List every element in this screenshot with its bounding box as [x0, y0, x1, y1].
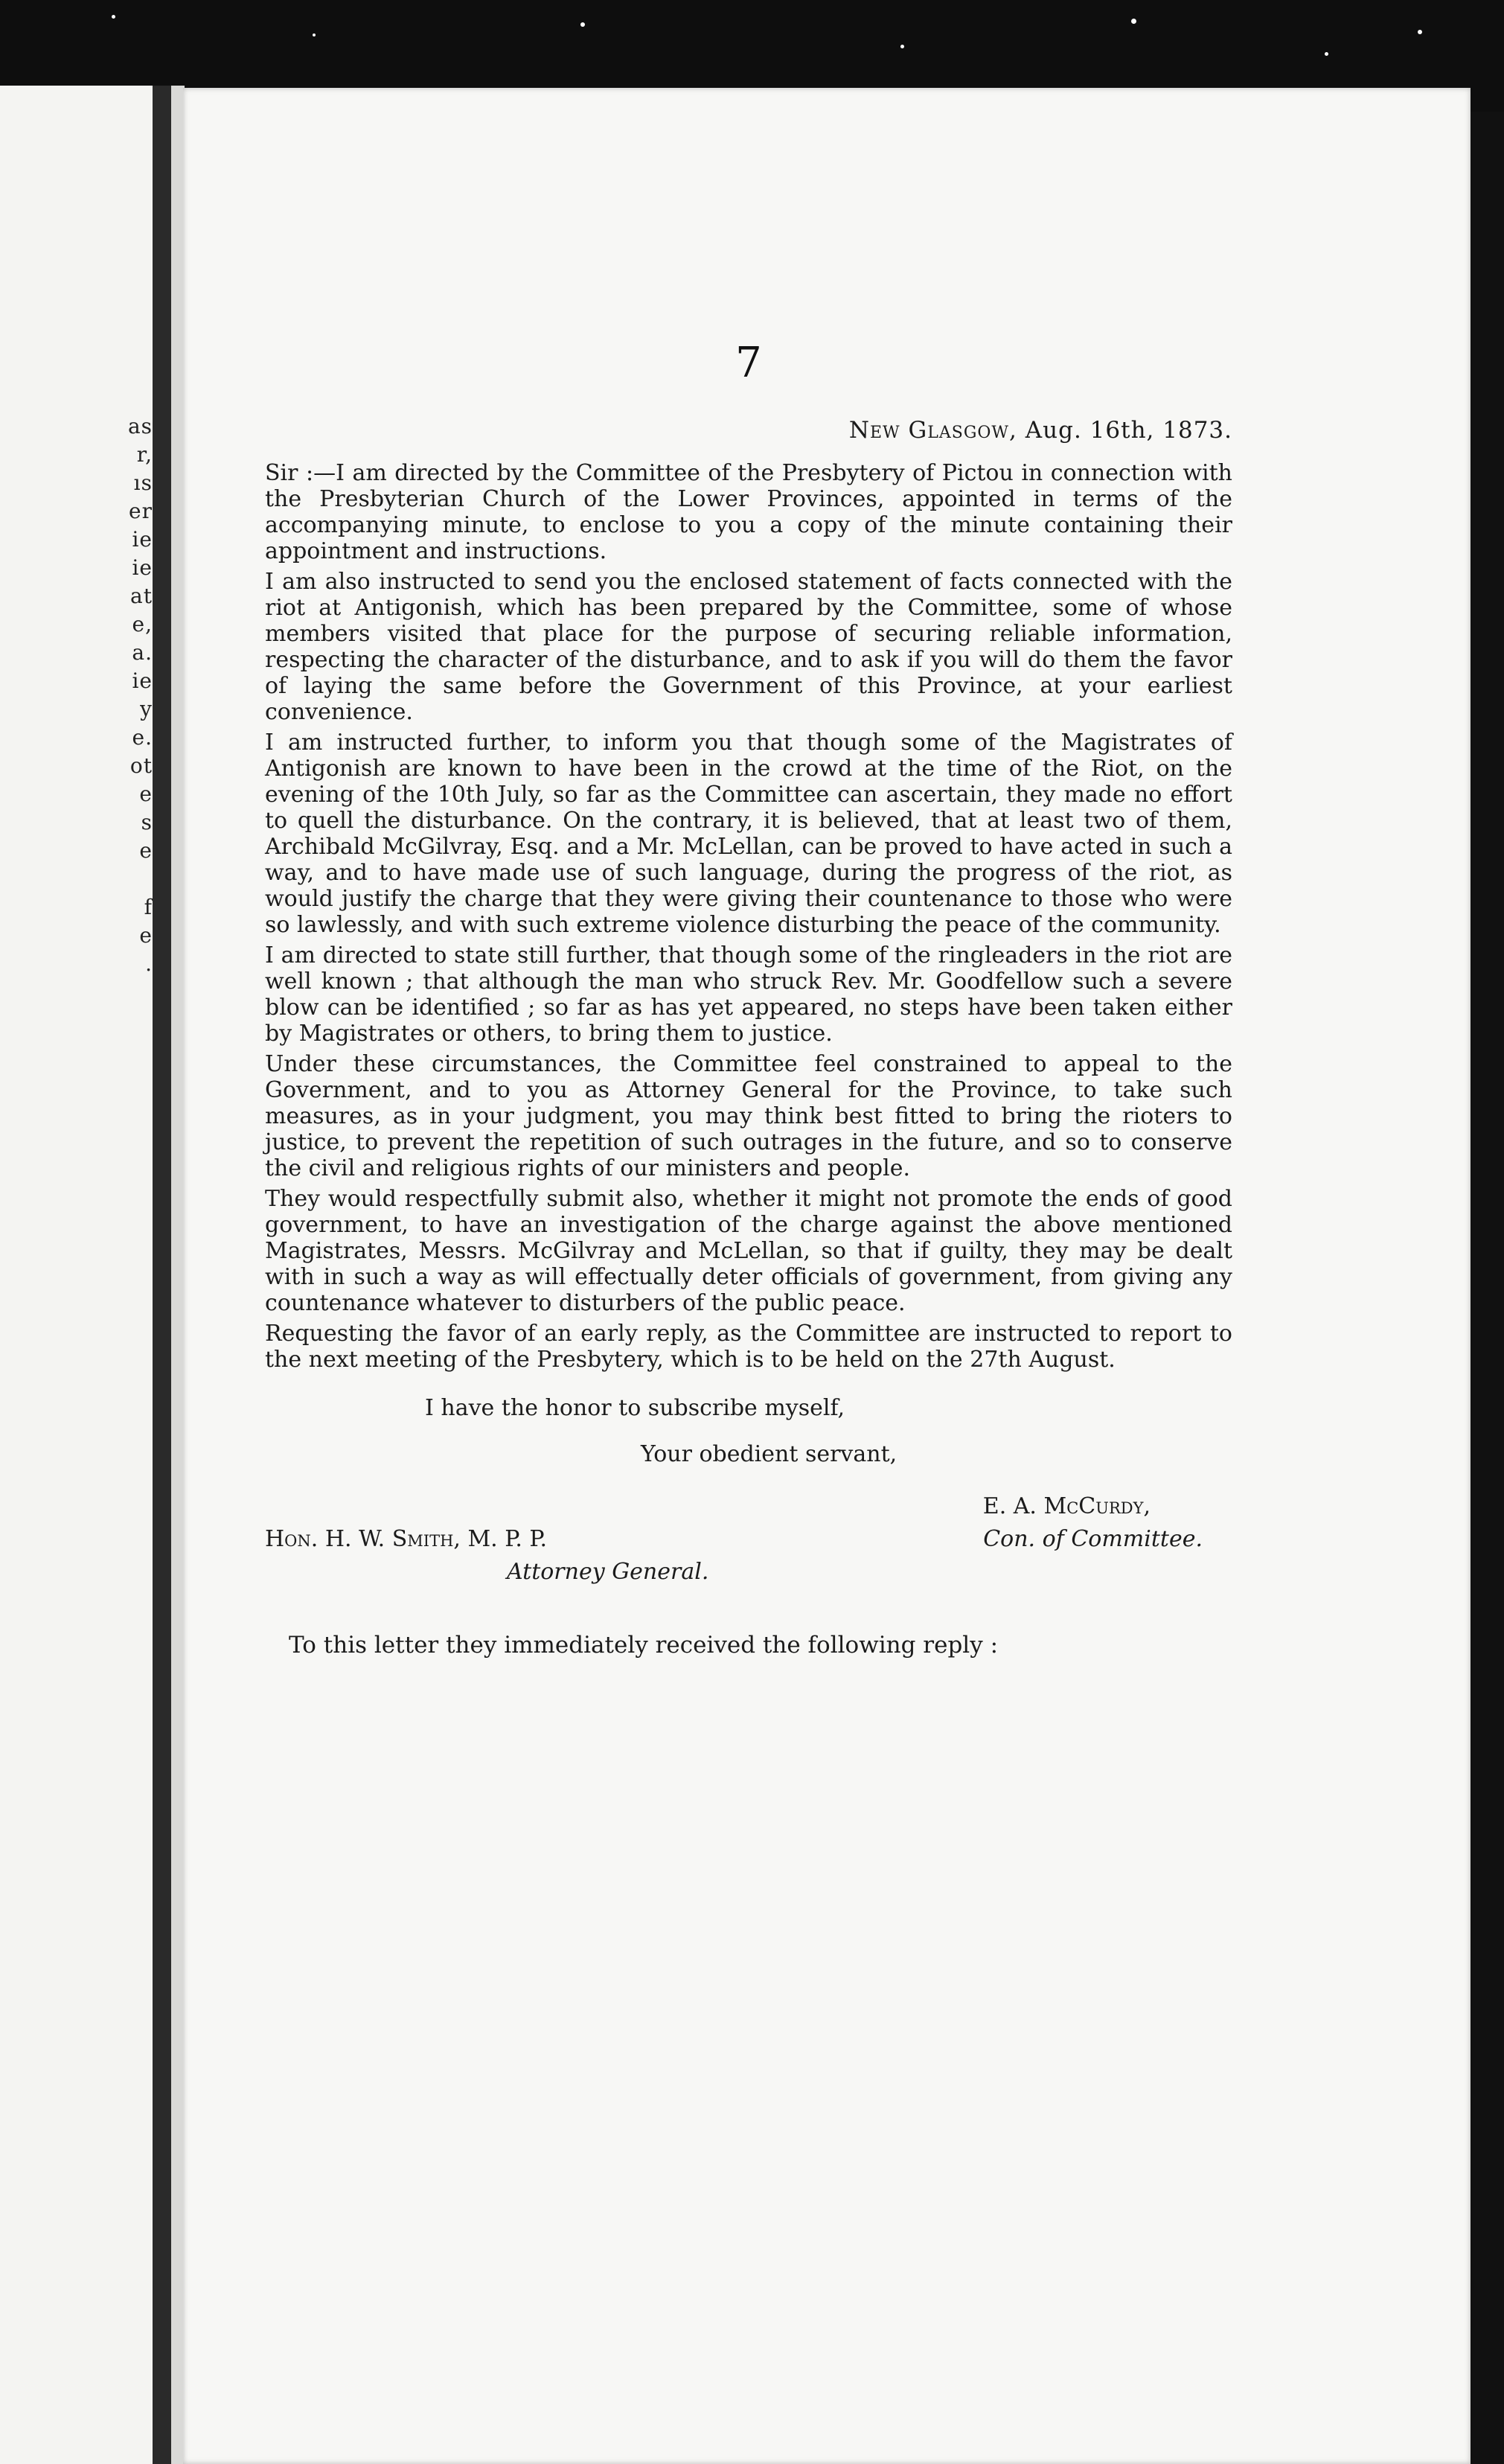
dateline-place: New Glasgow, — [848, 417, 1017, 444]
scan-speck — [313, 33, 316, 36]
left-fragment: e, — [132, 612, 153, 636]
dateline — [265, 417, 1232, 444]
letter-closing — [265, 1395, 1232, 1586]
scan-right-border — [1471, 112, 1504, 2464]
dateline-date: Aug. 16th, 1873. — [1025, 417, 1232, 444]
reply-line: To this letter they immediately received the following reply : — [289, 1632, 999, 1659]
scan-speck — [112, 15, 115, 19]
scan-speck — [580, 22, 585, 27]
scan-speck — [900, 45, 904, 48]
left-fragment: as — [127, 414, 153, 438]
letter-paragraph: I am also instructed to send you the enclosed statement of facts connected with the riot at Antigonish, which has been prepared by the Committee, some of whose members visited that place for the purpose of securing reliable information, respecting the character of the disturbance, and to ask if you will do them the favor of laying the same before the Government of this Province, at your earliest convenience. — [265, 569, 1232, 725]
letter-page — [265, 339, 1232, 1659]
addressee-name: Hon. H. W. Smith, M. P. P. — [265, 1526, 548, 1552]
letter-paragraph: I am directed to state still further, that though some of the ringleaders in the riot are well known ; that although the man who struck Rev. Mr. Goodfellow such a severe blow can be identified ; so far as has yet appeared, no steps have been taken either by Magistrates or others, to bring them to justice. — [265, 942, 1232, 1047]
left-fragment: s — [141, 810, 153, 834]
left-fragment: e. — [132, 725, 153, 750]
left-fragment: ot — [129, 753, 153, 778]
left-fragment: ie — [132, 555, 153, 580]
scan-speck — [1418, 30, 1422, 34]
left-fragment: y — [140, 697, 153, 721]
left-fragment: e — [139, 923, 153, 948]
closing-line: I have the honor to subscribe myself, — [425, 1395, 845, 1421]
left-fragment: e — [139, 838, 153, 863]
left-fragment: ıs — [133, 470, 153, 495]
letter-paragraph: Requesting the favor of an early reply, as the Committee are instructed to report to the next meeting of the Presbytery, which is to be held on the 27th August. — [265, 1321, 1232, 1373]
signature-name: E. A. McCurdy, — [982, 1493, 1151, 1519]
scan-speck — [1325, 52, 1328, 56]
left-fragment: a. — [132, 640, 153, 665]
closing-line: Your obedient servant, — [641, 1441, 897, 1467]
signature-row — [265, 1526, 1232, 1553]
scan-speck — [1131, 19, 1136, 24]
left-fragment: f — [144, 895, 153, 919]
signature-title: Con. of Committee. — [983, 1526, 1203, 1552]
left-fragment: ie — [132, 527, 153, 552]
left-fragment: e — [139, 782, 153, 806]
left-fragment: ie — [132, 668, 153, 693]
addressee-title: Attorney General. — [507, 1559, 709, 1585]
left-fragment: at — [130, 584, 153, 608]
left-fragment: . — [145, 951, 153, 976]
letter-paragraph: Sir :—I am directed by the Committee of the Presbytery of Pictou in connection with the Presbyterian Church of the Lower Provinces, appointed in terms of the accompanying minute, to enclose to you a copy of the minute containing their appointment and instructions. — [265, 460, 1232, 564]
page-number: 7 — [735, 339, 762, 387]
letter-paragraph: I am instructed further, to inform you that though some of the Magistrates of Antigonish are known to have been in the crowd at the time of the Riot, on the evening of the 10th July, so far as the Committee can ascertain, they made no effort to quell the disturbance. On the contrary, it is believed, that at least two of them, Archibald McGilvray, Esq. and a Mr. McLellan, can be proved to have acted in such a way, and to have made use of such language, during the progress of the riot, as would justify the charge that they were giving their countenance to those who were so lawlessly, and with such extreme violence disturbing the peace of the community. — [265, 730, 1232, 938]
letter-paragraph: Under these circumstances, the Committee feel constrained to appeal to the Government, and to you as Attorney General for the Province, to take such measures, as in your judgment, you may think best fitted to bring the rioters to justice, to prevent the repetition of such outrages in the future, and so to conserve the civil and religious rights of our ministers and people. — [265, 1051, 1232, 1181]
left-fragment: r, — [136, 442, 153, 467]
left-fragment: er — [129, 499, 153, 523]
letter-paragraph: They would respectfully submit also, whether it might not promote the ends of good government, to have an investigation of the charge against the above mentioned Magistrates, Messrs. McGilvray and McLellan, so that if guilty, they may be dealt with in such a way as will effectually deter officials of government, from giving any countenance whatever to disturbers of the public peace. — [265, 1186, 1232, 1316]
